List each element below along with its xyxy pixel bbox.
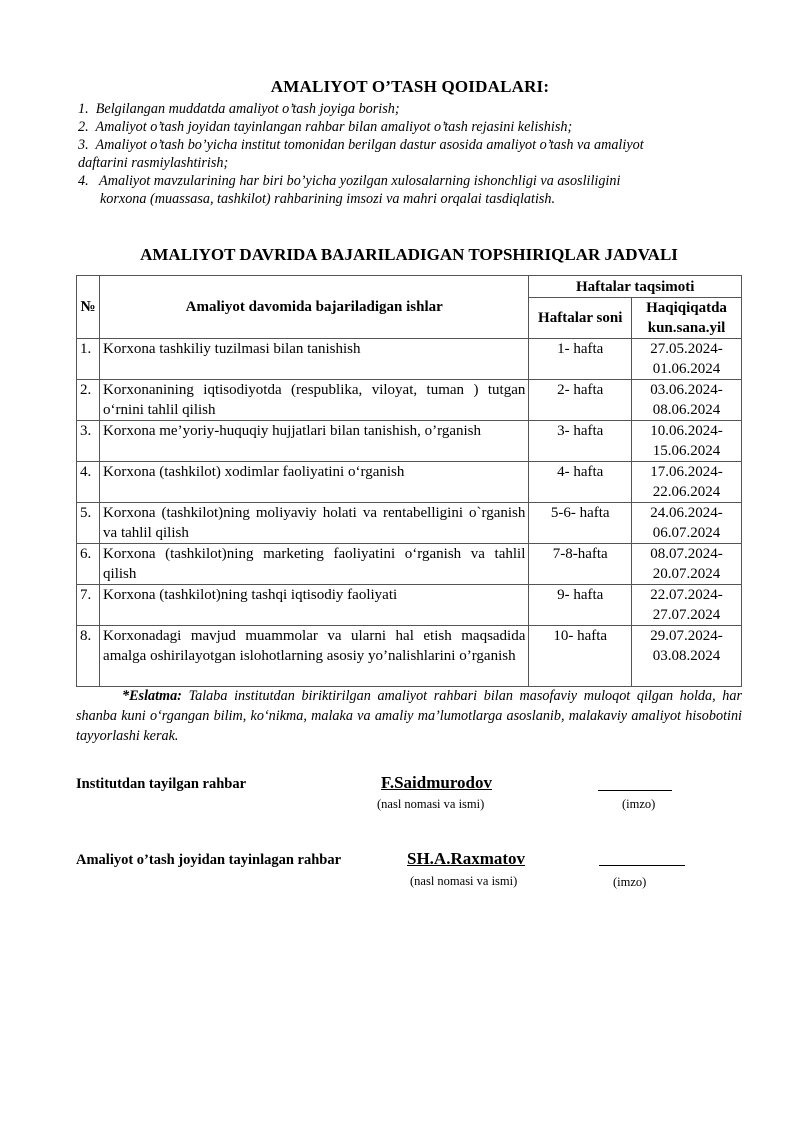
note-text: Talaba institutdan biriktirilgan amaliyot rahbari bilan masofaviy muloqot qilgan holda, har shanba kuni o‘rgangan bilim, ko‘nikma, malaka va amaliy ma’lumotlarga asoslanib, malakaviy amaliyot hisobotini tayyorlashi kerak. [76, 688, 742, 744]
table-row [77, 544, 742, 585]
row-week: 9- hafta [529, 585, 632, 626]
row-week: 10- hafta [529, 626, 632, 687]
row-task: Korxona (tashkilot)ning moliyaviy holati va rentabelligini o`rganish va tahlil qilish [100, 503, 529, 544]
row-week: 5-6- hafta [529, 503, 632, 544]
row-num: 8. [77, 626, 100, 687]
table-row [77, 503, 742, 544]
name-caption-workplace: (nasl nomasi va ismi) [410, 874, 518, 888]
row-task: Korxona tashkiliy tuzilmasi bilan tanishish [100, 339, 529, 380]
tasks-table [76, 275, 742, 687]
rule-item: 4. Amaliyot mavzularining har biri bo’yicha yozilgan xulosalarning ishonchligi va asosliligini [78, 173, 621, 189]
row-date: 27.05.2024- 01.06.2024 [632, 339, 742, 380]
row-num: 4. [77, 462, 100, 503]
rules-list [78, 100, 728, 208]
rule-item: 3. Amaliyot o’tash bo’yicha institut tomonidan berilgan dastur asosida amaliyot o’tash va amaliyot [78, 137, 644, 153]
row-date: 24.06.2024- 06.07.2024 [632, 503, 742, 544]
rule-item: 1. Belgilangan muddatda amaliyot o’tash joyiga borish; [78, 101, 400, 117]
row-task: Korxonadagi mavjud muammolar va ularni hal etish maqsadida amalga oshirilayotgan islohotlarning asosiy yo’nalishlarini o’rganish [100, 626, 529, 687]
sign-caption-institute: (imzo) [622, 797, 656, 811]
header-task: Amaliyot davomida bajariladigan ishlar [100, 276, 529, 339]
row-num: 3. [77, 421, 100, 462]
note-label: *Eslatma: [122, 688, 182, 704]
row-num: 2. [77, 380, 100, 421]
row-task: Korxona (tashkilot) xodimlar faoliyatini o‘rganish [100, 462, 529, 503]
signature-label-institute: Institutdan tayilgan rahbar [76, 776, 247, 792]
row-week: 4- hafta [529, 462, 632, 503]
row-date: 17.06.2024- 22.06.2024 [632, 462, 742, 503]
row-task: Korxona (tashkilot)ning marketing faoliyatini o‘rganish va tahlil qilish [100, 544, 529, 585]
row-task: Korxonanining iqtisodiyotda (respublika, viloyat, tuman ) tutgan o‘rnini tahlil qilish [100, 380, 529, 421]
row-date: 03.06.2024- 08.06.2024 [632, 380, 742, 421]
row-week: 2- hafta [529, 380, 632, 421]
signature-line-institute [598, 790, 672, 791]
row-date: 08.07.2024- 20.07.2024 [632, 544, 742, 585]
sign-caption-workplace: (imzo) [613, 875, 647, 889]
header-weeks: Haftalar soni [529, 298, 632, 339]
note-paragraph [76, 686, 742, 746]
row-week: 1- hafta [529, 339, 632, 380]
row-num: 6. [77, 544, 100, 585]
rule-item: 2. Amaliyot o’tash joyidan tayinlangan rahbar bilan amaliyot o’tash rejasini kelishish; [78, 119, 573, 135]
table-row [77, 462, 742, 503]
signature-line-workplace [599, 865, 685, 866]
table-row [77, 626, 742, 687]
name-caption-institute: (nasl nomasi va ismi) [377, 797, 485, 811]
signature-name-workplace: SH.A.Raxmatov [407, 849, 526, 868]
row-num: 7. [77, 585, 100, 626]
header-weeks-group: Haftalar taqsimoti [529, 276, 742, 298]
signature-label-workplace: Amaliyot o’tash joyidan tayinlagan rahbar [76, 852, 342, 868]
row-week: 7-8-hafta [529, 544, 632, 585]
table-row [77, 585, 742, 626]
table-row [77, 421, 742, 462]
header-num: № [77, 276, 100, 339]
rule-item-continuation: daftarini rasmiylashtirish; [78, 155, 229, 171]
row-date: 10.06.2024- 15.06.2024 [632, 421, 742, 462]
row-num: 1. [77, 339, 100, 380]
table-title: AMALIYOT DAVRIDA BAJARILADIGAN TOPSHIRIQLAR JADVALI [140, 245, 678, 264]
row-task: Korxona me’yoriy-huquqiy hujjatlari bilan tanishish, o’rganish [100, 421, 529, 462]
header-date: Haqiqiqatda kun.sana.yil [632, 298, 742, 339]
row-num: 5. [77, 503, 100, 544]
table-row [77, 339, 742, 380]
rule-item-continuation: korxona (muassasa, tashkilot) rahbarining imsozi va mahri orqalai tasdiqlatish. [100, 191, 556, 207]
signature-name-institute: F.Saidmurodov [381, 773, 493, 792]
table-row [77, 380, 742, 421]
row-task: Korxona (tashkilot)ning tashqi iqtisodiy faoliyati [100, 585, 529, 626]
rules-title: AMALIYOT O’TASH QOIDALARI: [270, 77, 550, 96]
row-date: 29.07.2024- 03.08.2024 [632, 626, 742, 687]
row-week: 3- hafta [529, 421, 632, 462]
row-date: 22.07.2024- 27.07.2024 [632, 585, 742, 626]
